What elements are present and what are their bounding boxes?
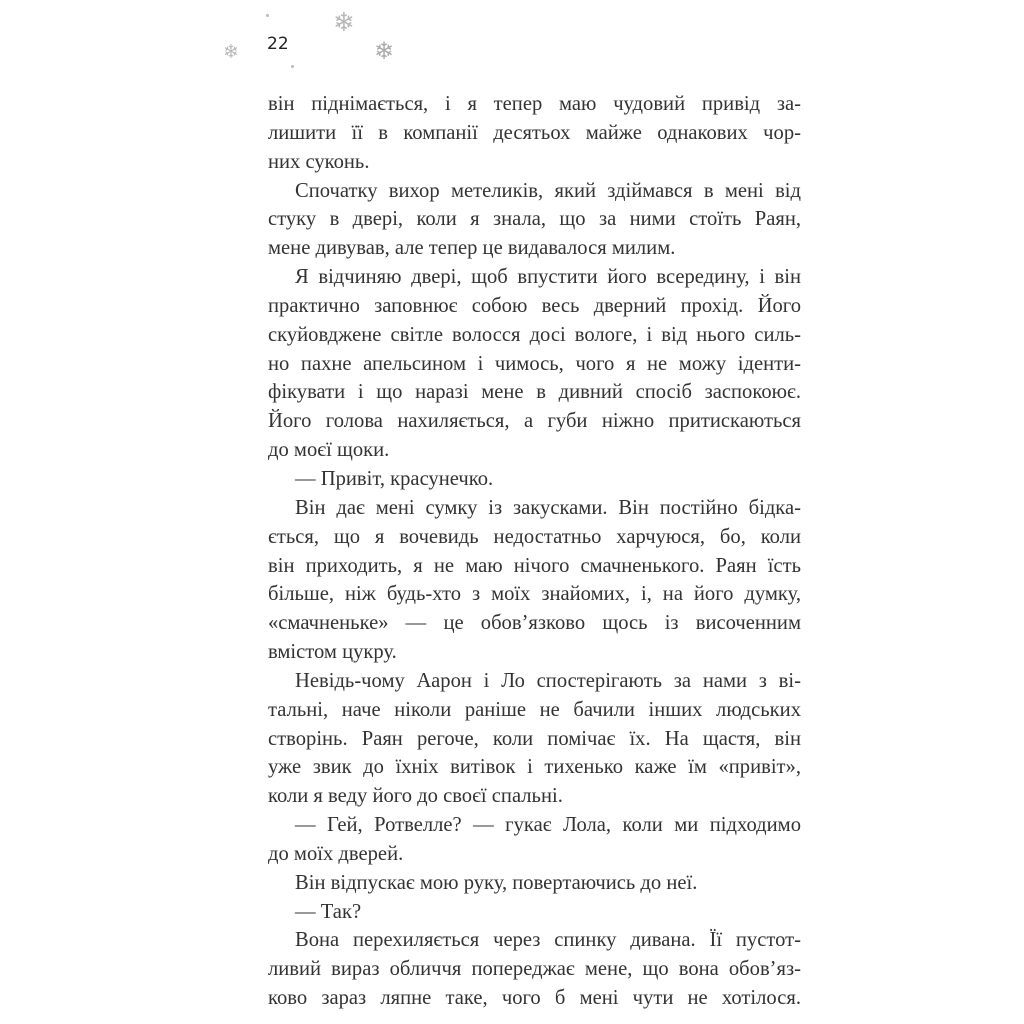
text-line: лишити її в компанії десятьох майже однакових чор- — [268, 121, 801, 144]
snowflake-icon: ❄ — [374, 39, 395, 65]
text-line: більше, ніж будь-хто з моїх знайомих, і, на його думку, — [268, 583, 801, 606]
text-line: Спочатку вихор метеликів, який здіймався в мені від — [295, 179, 801, 202]
text-line: до моєї щоки. — [268, 439, 390, 462]
text-line: — Гей, Ротвелле? — гукає Лола, коли ми підходимо — [295, 814, 801, 837]
text-line: Він відпускає мою руку, повертаючись до неї. — [295, 871, 698, 894]
text-line: до моїх дверей. — [268, 842, 404, 865]
text-line: фікувати і що наразі мене в дивний спосіб заспокоює. — [268, 381, 801, 404]
text-line: но пахне апельсином і чимось, чого я не можу іденти- — [268, 352, 801, 375]
text-line: стуку в двері, коли я знала, що за ними стоїть Раян, — [268, 208, 801, 231]
text-line: вмістом цукру. — [268, 641, 397, 664]
text-line: Вона перехиляється через спинку дивана. Її пустот- — [295, 929, 801, 952]
text-line: створінь. Раян регоче, коли помічає їх. На щастя, він — [268, 727, 801, 750]
page-number: 22 — [267, 34, 289, 54]
text-line: Він дає мені сумку із закусками. Він постійно бідка- — [295, 496, 801, 519]
text-line: уже звик до їхніх витівок і тихенько каже їм «привіт», — [268, 756, 801, 779]
text-line: скуйовджене світле волосся досі вологе, і від нього силь- — [268, 323, 801, 346]
snowflake-icon: ❄ — [223, 42, 239, 63]
snow-dot — [266, 14, 269, 17]
text-line: Невідь-чому Аарон і Ло спостерігають за нами з ві- — [295, 669, 801, 692]
text-line: ється, що я вочевидь недостатньо харчуюся, бо, коли — [268, 525, 801, 548]
text-line: практично заповнює собою весь дверний прохід. Його — [268, 294, 801, 317]
text-line: мене дивував, але тепер це видавалося милим. — [268, 237, 676, 260]
snowflake-icon: ❄ — [333, 8, 355, 37]
text-line: них суконь. — [268, 150, 370, 173]
text-line: — Так? — [295, 900, 362, 923]
text-line: він приходить, я не маю нічого смачненького. Раян їсть — [268, 554, 801, 577]
text-line: — Привіт, красунечко. — [295, 467, 494, 490]
text-line: він піднімається, і я тепер маю чудовий привід за- — [268, 93, 801, 115]
text-line: коли я веду його до своєї спальні. — [268, 785, 563, 808]
text-line: тальні, наче ніколи раніше не бачили інших людських — [268, 698, 801, 721]
text-line: Я відчиняю двері, щоб впустити його всередину, і він — [295, 266, 801, 289]
text-line: ково зараз ляпне таке, чого б мені чути не хотілося. — [268, 987, 801, 1010]
body-text — [268, 90, 801, 1013]
text-line: «смачненьке» — це обов’язково щось із височенним — [268, 612, 801, 635]
text-line: Його голова нахиляється, а губи ніжно притискаються — [268, 410, 801, 433]
snow-dot — [291, 65, 294, 68]
text-line: ливий вираз обличчя попереджає мене, що вона обов’яз- — [268, 958, 801, 981]
